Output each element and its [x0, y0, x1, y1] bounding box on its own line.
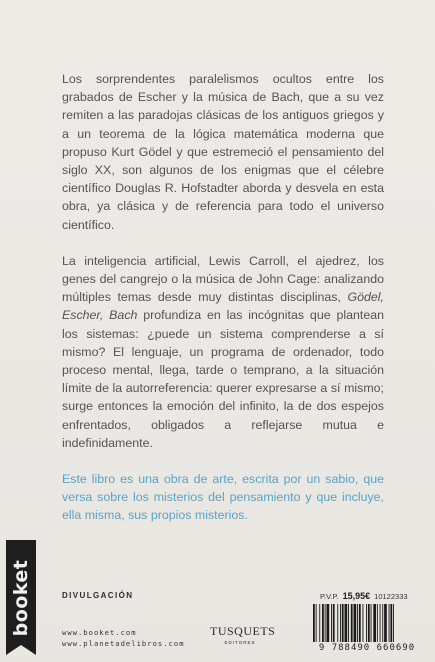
price-value: 15,95€ — [342, 591, 371, 601]
barcode-bar — [337, 604, 338, 642]
barcode-bar — [319, 604, 320, 642]
synopsis-paragraph-1: Los sorprendentes paralelismos ocultos entre los grabados de Escher y la música de Bach, que a su vez remiten a las paradojas clásicas de los antiguos griegos y a un teorema de la lógica matemática moderna que propuso Kurt Gödel y que estremeció el pensamiento del siglo XX, son algunos de los enigmas que el célebre científico Douglas R. Hofstadter aborda y desvela en esta obra, ya clásica y de referencia para todo el universo científico. — [62, 72, 384, 232]
barcode-bar — [366, 604, 367, 642]
barcode-bar — [371, 604, 372, 642]
barcode-bar — [351, 604, 353, 642]
barcode-bar — [373, 604, 376, 642]
highlight-quote: Este libro es una obra de arte, escrita por un sabio, que versa sobre los misterios del pensamiento y que incluye, ella misma, sus propios misterios. — [62, 472, 384, 523]
synopsis — [62, 70, 384, 543]
barcode-bar — [345, 604, 348, 642]
barcode-bar — [348, 604, 349, 642]
synopsis-paragraph-2: La inteligencia artificial, Lewis Carroll, el ajedrez, los genes del cangrejo o la música de John Cage: analizando múltiples temas desde muy distintas disciplinas, Gödel, Escher, Bach profundiza en las incógnitas que plantean los sistemas: ¿puede un sistema comprenderse a sí mismo? El lenguaje, un programa de ordenador, todo proceso mental, llega, tarde o temprano, a la situación límite de la autorreferencia: querer expresarse a sí mismo; surge entonces la emoción del infinito, la de dos espejos enfrentados, obligados a reflejarse mutua e indefinidamente. — [62, 253, 384, 450]
price-info — [320, 591, 428, 601]
website-list — [62, 627, 185, 649]
logo-flag-shape — [6, 645, 36, 655]
barcode-bar — [382, 604, 383, 642]
isbn-number: 9 788490 660690 — [318, 643, 416, 653]
barcode-bar — [380, 604, 381, 642]
barcode-bar — [393, 604, 394, 642]
barcode-bar — [340, 604, 341, 642]
barcode-bar — [327, 604, 330, 642]
category-label: DIVULGACIÓN — [62, 591, 134, 600]
barcode-bar — [325, 604, 326, 642]
book-title-italic: Gödel, Escher, Bach — [62, 290, 384, 323]
barcode-bar — [342, 604, 344, 642]
barcode-bar — [363, 604, 364, 642]
booket-logo: booket — [6, 540, 36, 655]
price-label: P.V.P. — [320, 592, 339, 601]
barcode-bar — [322, 604, 324, 642]
barcode-bar — [359, 604, 361, 642]
barcode-bar — [390, 604, 392, 642]
barcode-bar — [316, 604, 317, 642]
barcode-bar — [389, 604, 390, 642]
publisher-logo: TUSQUETS EDITORES — [210, 624, 276, 645]
barcode-bar — [357, 604, 358, 642]
website-url[interactable]: www.planetadelibros.com — [62, 639, 185, 648]
product-code: 10122333 — [374, 592, 408, 601]
barcode-bar — [354, 604, 357, 642]
website-url[interactable]: www.booket.com — [62, 628, 137, 637]
barcode-bar — [384, 604, 387, 642]
barcode-bar — [368, 604, 370, 642]
barcode-bar — [331, 604, 332, 642]
barcode-bar — [333, 604, 335, 642]
barcode — [311, 604, 423, 642]
barcode-bar — [313, 604, 315, 642]
barcode-bar — [377, 604, 378, 642]
